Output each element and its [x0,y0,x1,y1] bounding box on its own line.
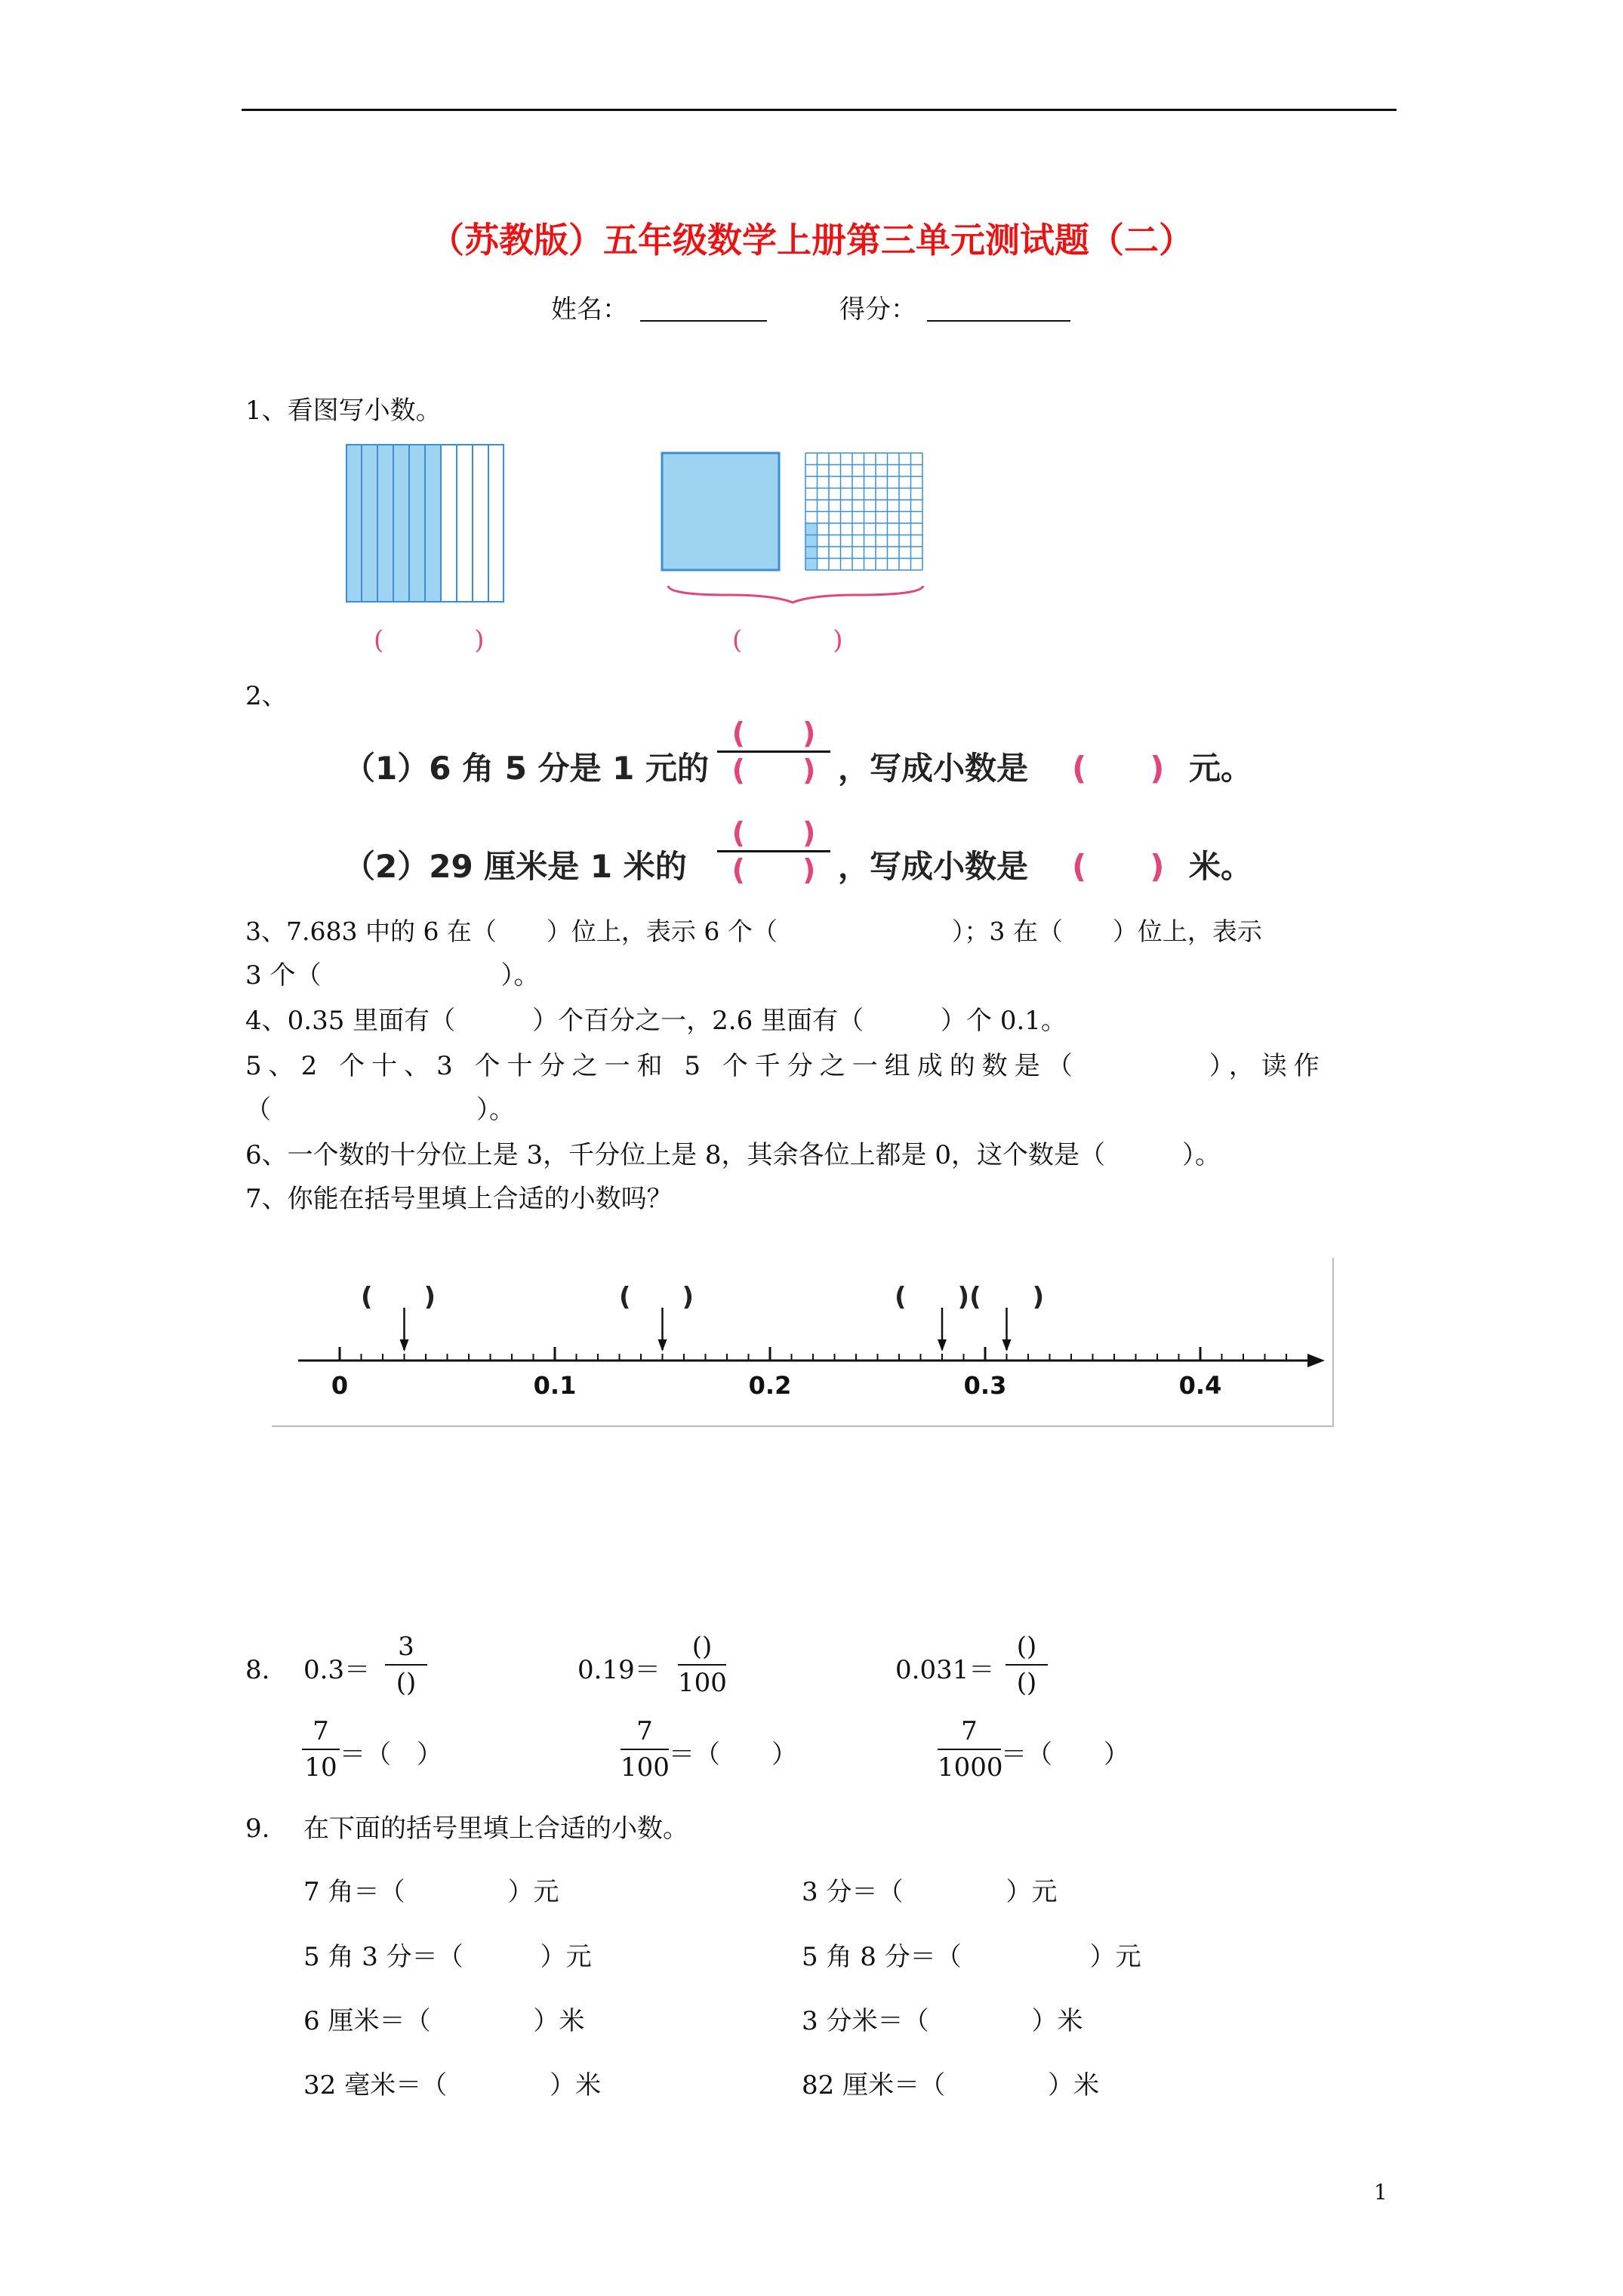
number-line-tick-label: 0.4 [1178,1371,1222,1400]
q8-item3-fraction[interactable]: () () [1006,1631,1048,1699]
page-title: （苏教版）五年级数学上册第三单元测试题（二） [430,220,1193,260]
number-line-arrow-head [1002,1339,1012,1351]
question-2: 2、 [245,681,288,711]
q2-item1-unit: 元。 [1189,750,1253,787]
number-line-arrow-head [658,1339,667,1351]
number-line-arrow-head [400,1339,409,1351]
square-and-grid-figure [661,451,932,648]
q8-item1-fraction[interactable]: 3 () [385,1631,427,1699]
name-label: 姓名： [551,294,628,325]
q8-row2-answer-1[interactable]: ＝（ ） [340,1740,442,1770]
score-field[interactable] [927,320,1070,322]
q8-row2-fraction-3: 7 1000 [938,1716,1003,1783]
q2-item2-answer[interactable]: ( ) [1072,848,1165,885]
q2-item2-mid: ，写成小数是 [838,848,1029,885]
q9-row3-right[interactable]: 3 分米＝（ ）米 [802,2006,1083,2036]
q2-item2-unit: 米。 [1189,848,1253,885]
q8-row2-fraction-2: 7 100 [621,1716,670,1783]
question-9: 在下面的括号里填上合适的小数。 [303,1814,688,1844]
tenths-strips-figure [346,444,506,604]
header-rule [242,109,1397,111]
number-line-arrow-head [938,1339,947,1351]
q2-item1-fraction[interactable]: ( ) ( ) [717,717,830,786]
number-line-tick-label: 0.1 [533,1371,577,1400]
answer-paren-left-fig[interactable]: ( ) [374,625,485,655]
question-5-line1: 5、2 个十、3 个十分之一和 5 个千分之一组成的数是（ ），读作 [245,1051,1326,1081]
q8-row2-answer-3[interactable]: ＝（ ） [1001,1740,1129,1770]
question-5-line2: （ ）。 [245,1095,515,1125]
question-6: 6、一个数的十分位上是 3，千分位上是 8，其余各位上都是 0，这个数是（ ）。 [245,1140,1221,1170]
question-9-number: 9. [245,1814,270,1844]
q9-row4-left[interactable]: 32 毫米＝（ ）米 [303,2070,602,2100]
q2-item2-prefix: （2）29 厘米是 1 米的 [343,848,687,885]
answer-paren-right-fig[interactable]: ( ) [732,625,843,655]
number-line-tick-label: 0.2 [748,1371,792,1400]
q9-row4-right[interactable]: 82 厘米＝（ ）米 [802,2070,1100,2100]
q2-item2-fraction[interactable]: ( ) ( ) [717,817,830,886]
question-8-number: 8. [245,1655,270,1685]
q9-row2-right[interactable]: 5 角 8 分＝（ ）元 [802,1942,1141,1972]
q2-item1-mid: ，写成小数是 [838,750,1029,787]
question-7: 7、你能在括号里填上合适的小数吗？ [245,1184,673,1214]
q9-row1-right[interactable]: 3 分＝（ ）元 [802,1877,1058,1907]
q9-row1-left[interactable]: 7 角＝（ ）元 [303,1877,559,1907]
number-line-bracket-1[interactable]: ( ) [361,1282,436,1312]
number-line-bracket-2[interactable]: ( ) [619,1282,694,1312]
question-1: 1、看图写小数。 [245,396,442,426]
q8-item2-fraction[interactable]: () 100 [678,1632,727,1698]
name-field[interactable] [640,320,767,322]
question-4: 4、0.35 里面有（ ）个百分之一，2.6 里面有（ ）个 0.1。 [245,1006,1067,1036]
question-3-line2: 3 个（ ）。 [245,960,540,991]
q9-row3-left[interactable]: 6 厘米＝（ ）米 [303,2006,585,2036]
q9-row2-left[interactable]: 5 角 3 分＝（ ）元 [303,1942,592,1972]
number-line-tick-label: 0.3 [963,1371,1007,1400]
number-line-tick-label: 0 [331,1371,349,1400]
q8-row2-fraction-1: 7 10 [302,1715,340,1783]
question-3-line1: 3、7.683 中的 6 在（ ）位上，表示 6 个（ ）；3 在（ ）位上，表示 [245,917,1262,946]
q8-row2-answer-2[interactable]: ＝（ ） [669,1740,797,1770]
q8-item1-left: 0.3＝ [303,1655,371,1685]
q8-item2-left: 0.19＝ [577,1655,661,1685]
number-line-bracket-3[interactable]: ( )( ) [895,1282,1045,1312]
score-label: 得分： [839,294,916,325]
page-number: 1 [1374,2180,1387,2205]
q2-item1-answer[interactable]: ( ) [1072,750,1165,787]
q2-item1-prefix: （1）6 角 5 分是 1 元的 [343,750,710,787]
q8-item3-left: 0.031＝ [895,1655,995,1685]
